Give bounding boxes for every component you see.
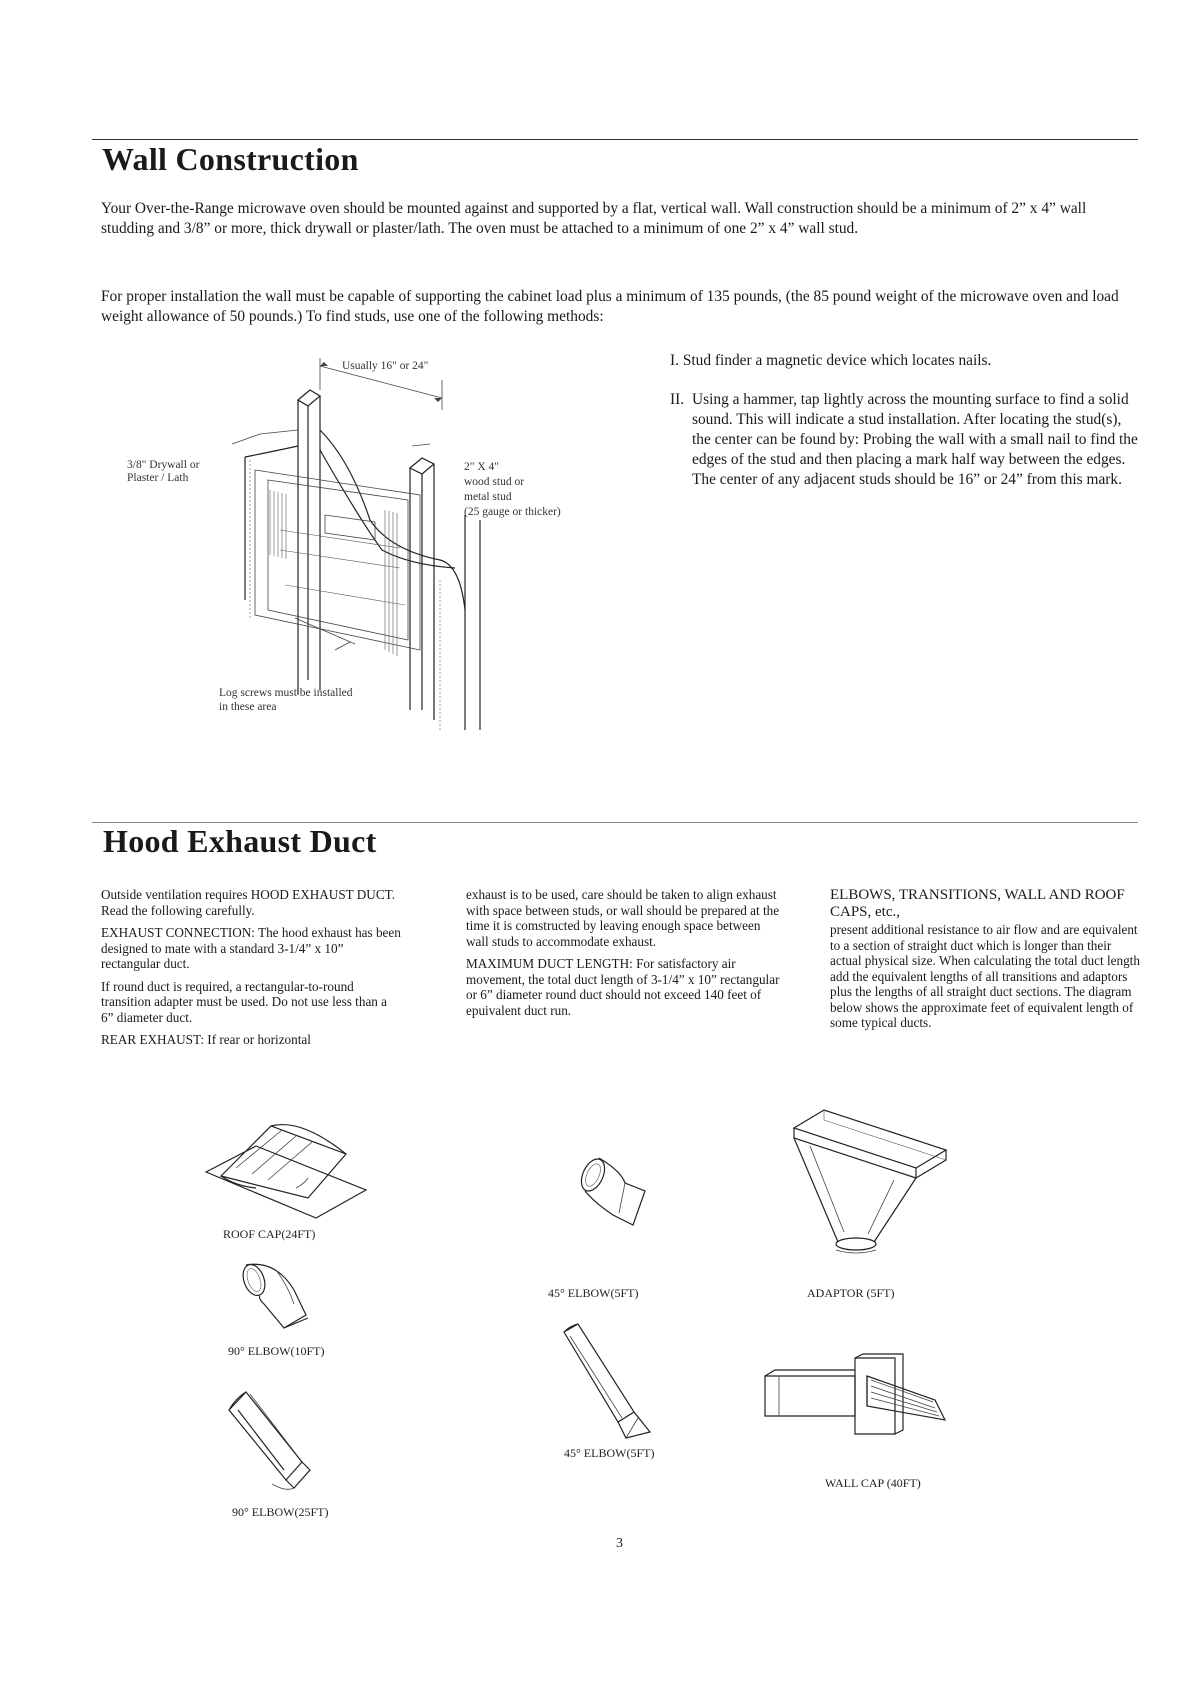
stud-label-4: (25 gauge or thicker) [464,506,561,518]
hood-column-3 [830,887,1140,1038]
roof-cap-caption: ROOF CAP(24FT) [223,1227,316,1241]
elbow-90-10ft-drawing [236,1260,316,1340]
wall-paragraph-1: Your Over-the-Range microwave oven should be mounted against and supported by a flat, vertical wall. Wall construction should be a minimum of 2” x 4” wall studding and 3/8” or more, thick drywall or plaster/lath. The oven must be attached to a minimum of one 2” x 4” wall stud. [101,200,1087,237]
stud-label-1: 2" X 4" [464,461,499,473]
col1-para-2: EXHAUST CONNECTION: The hood exhaust has been designed to mate with a standard 3-1/4” x 10” rectangular duct. [101,925,401,971]
elbow-45-rect-caption: 45° ELBOW(5FT) [564,1446,655,1460]
elbow-45-round-caption: 45° ELBOW(5FT) [548,1286,639,1300]
hood-column-1 [101,887,401,1055]
elbow-90-25ft-caption: 90° ELBOW(25FT) [232,1505,329,1519]
wall-paragraph-2: For proper installation the wall must be capable of supporting the cabinet load plus a minimum of 135 pounds, (the 85 pound weight of the microwave oven and load weight allowance of 50 pounds.) To find studs, use one of the following methods: [101,288,1119,325]
wall-cap-caption: WALL CAP (40FT) [825,1476,921,1490]
stud-label-3: metal stud [464,491,512,503]
section-rule-top [92,139,1138,140]
wall-cap-drawing [755,1354,955,1444]
stud-label-2: wood stud or [464,476,525,488]
col1-para-4: REAR EXHAUST: If rear or horizontal [101,1032,311,1047]
col1-para-1: Outside ventilation requires HOOD EXHAUST DUCT. Read the following carefully. [101,887,395,918]
adaptor-caption: ADAPTOR (5FT) [807,1286,895,1300]
elbow-90-10ft-caption: 90° ELBOW(10FT) [228,1344,325,1358]
stud-method-1: I. Stud finder a magnetic device which locates nails. [670,352,992,369]
col1-para-3: If round duct is required, a rectangular-to-round transition adapter must be used. Do not use less than a 6” diameter duct. [101,978,388,1025]
stud-method-2: Using a hammer, tap lightly across the mounting surface to find a solid sound. This will indicate a stud installation. After locating the stud(s), the center can be found by: Probing the wall with a small nail to find the edges of the stud and then placing a mark half way between the edges. The center of any adjacent studs should be 16” or 24” from this mark. [692,391,1138,488]
elbow-45-rect-drawing [556,1322,656,1442]
adaptor-drawing [790,1106,950,1256]
col2-para-2: MAXIMUM DUCT LENGTH: For satisfactory air movement, the total duct length of 3-1/4” x 10” rectangular or 6” diameter round duct should not exceed 140 feet of epuivalent duct run. [466,956,780,1018]
wall-construction-title: Wall Construction [102,141,359,177]
elbow-45-round-drawing [573,1153,653,1233]
page-number: 3 [616,1536,623,1551]
screws-label-1: Log screws must be installed [219,687,353,699]
col3-heading: ELBOWS, TRANSITIONS, WALL AND ROOF CAPS, etc., [830,887,1125,920]
col3-body: present additional resistance to air flow and are equivalent to a section of straight duct which is longer than their actual physical size. When calculating the total duct length add the equivalent lengths of all transitions and adaptors plus the lengths of all straight duct sections. The diagram below shows the approximate feet of equivalent length of some typical ducts. [830,922,1140,1030]
stud-spacing-label: Usually 16" or 24" [342,360,429,372]
roof-cap-drawing [196,1116,386,1226]
screws-label-2: in these area [219,701,277,713]
col2-para-1: exhaust is to be used, care should be taken to align exhaust with space between studs, or wall should be prepared at the time it is comstructed by leaving enough space between wall studs to accommodate exhaust. [466,887,780,949]
stud-method-2-number: II. [670,391,685,408]
drywall-label-1: 3/8" Drywall or [127,459,200,471]
drywall-label-2: Plaster / Lath [127,472,189,484]
wall-stud-diagram [120,350,600,740]
elbow-90-25ft-drawing [224,1388,314,1498]
hood-column-2 [466,887,786,1025]
hood-exhaust-title: Hood Exhaust Duct [103,823,377,859]
